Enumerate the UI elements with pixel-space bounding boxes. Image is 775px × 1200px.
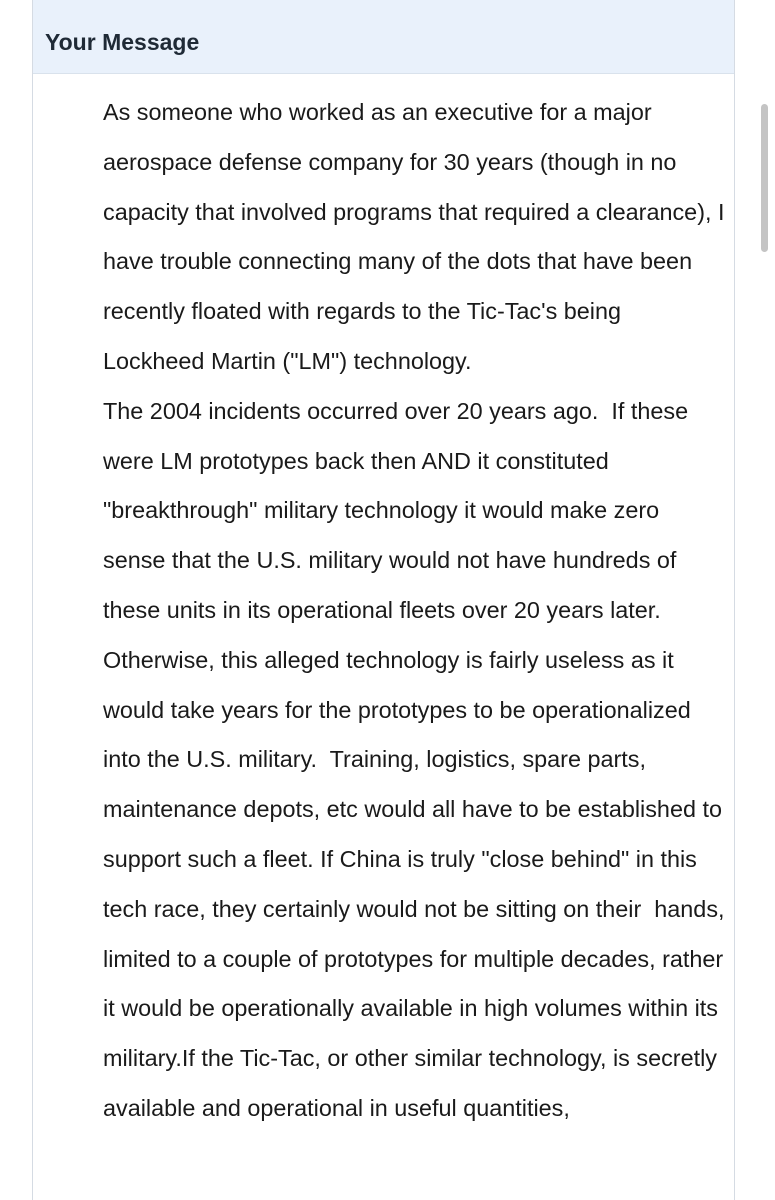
message-panel bbox=[32, 0, 735, 1200]
message-body[interactable] bbox=[103, 88, 732, 1134]
message-paragraph-2: The 2004 incidents occurred over 20 years ago. If these were LM prototypes back then AND it constituted "breakthrough" military technology it would make zero sense that the U.S. military would not have hundreds of these units in its operational fleets over 20 years later. Otherwise, this alleged technology is fairly useless as it would take years for the prototypes to be operationalized into the U.S. military. Training, logistics, spare parts, maintenance depots, etc would all have to be established to support such a fleet. If China is truly "close behind" in this tech race, they certainly would not be sitting on their hands, limited to a couple of prototypes for multiple decades, rather it would be operationally available in high volumes within its military.If the Tic-Tac, or other similar technology, is secretly available and operational in useful quantities, bbox=[103, 397, 732, 1121]
vertical-scrollbar-thumb[interactable] bbox=[761, 104, 768, 252]
panel-title: Your Message bbox=[45, 29, 200, 55]
panel-header bbox=[33, 0, 734, 74]
message-paragraph-1: As someone who worked as an executive for a major aerospace defense company for 30 years (though in no capacity that involved programs that required a clearance), I have trouble connecting many of the dots that have been recently floated with regards to the Tic-Tac's being Lockheed Martin ("LM") technology. bbox=[103, 99, 731, 374]
